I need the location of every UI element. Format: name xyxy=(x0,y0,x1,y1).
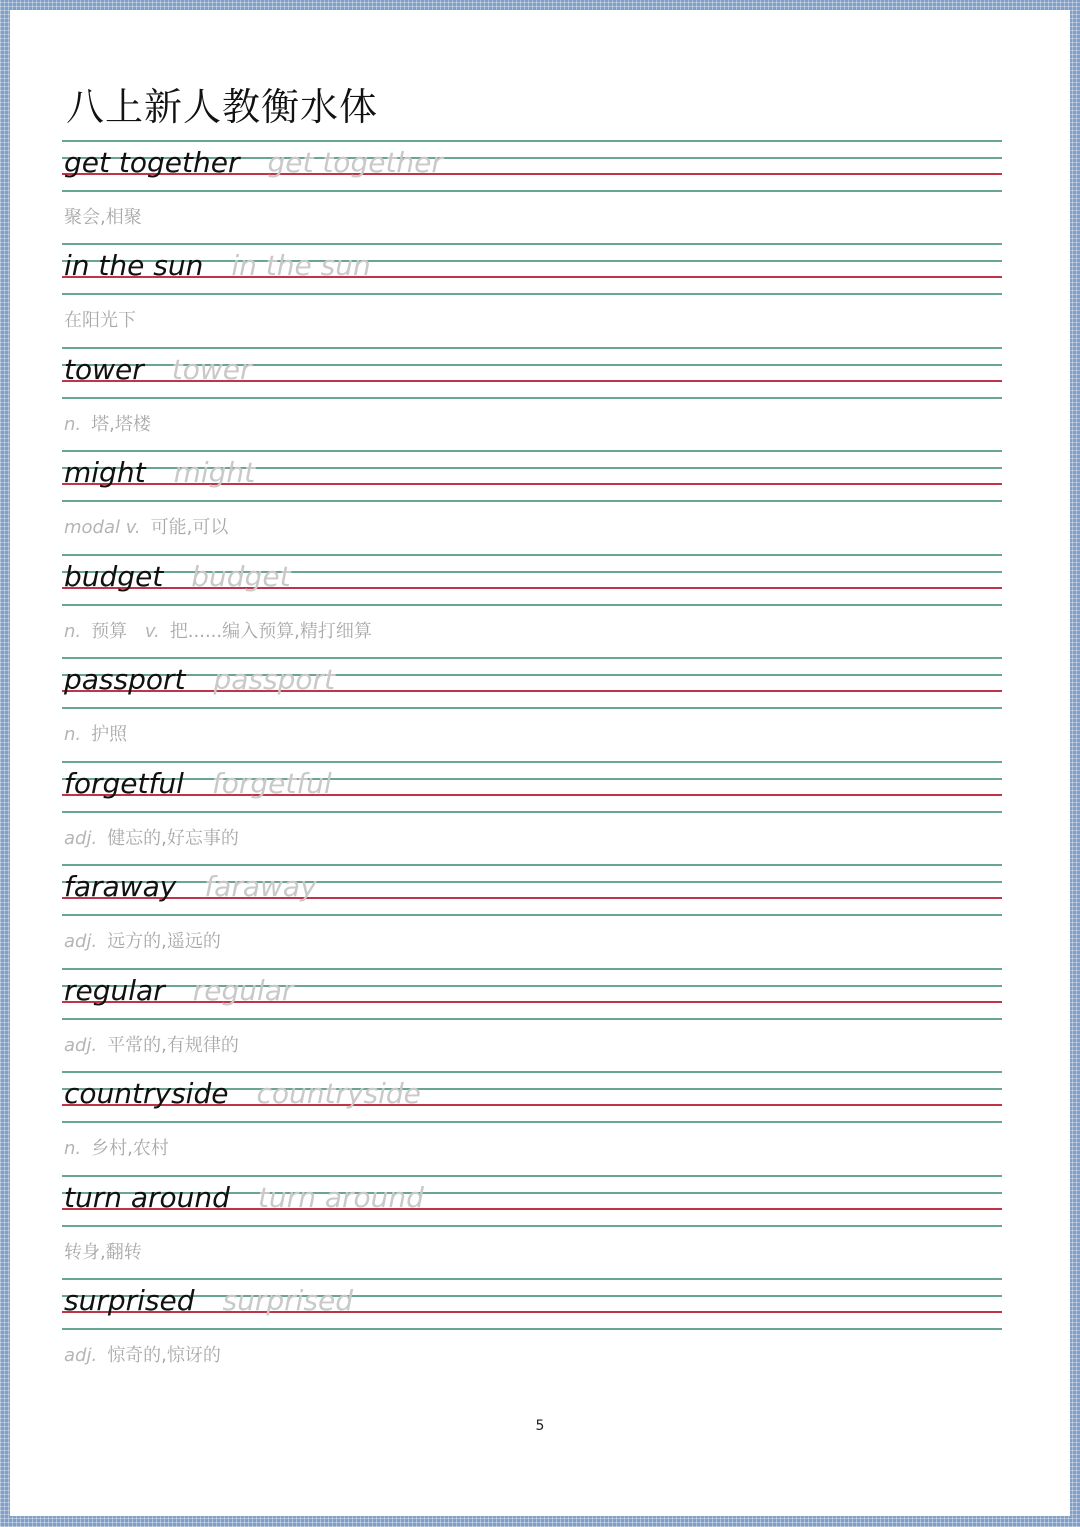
word-meaning xyxy=(64,1137,169,1161)
meaning-text: 转身,翻转 xyxy=(64,1242,142,1263)
part-of-speech: adj. xyxy=(64,1035,98,1056)
vocab-word: tower xyxy=(64,353,144,386)
vocab-word: budget xyxy=(64,560,164,593)
word-meaning xyxy=(64,1034,239,1058)
meaning-text: 惊奇的,惊讶的 xyxy=(107,1345,221,1366)
guide-line xyxy=(62,190,1002,192)
page-title: 八上新人教衡水体 xyxy=(66,85,379,129)
guide-line xyxy=(62,554,1002,556)
meaning-text: 平常的,有规律的 xyxy=(107,1035,239,1056)
part-of-speech: adj. xyxy=(64,931,98,952)
vocab-word: turn around xyxy=(64,1181,230,1214)
word-row xyxy=(64,870,317,904)
guide-line xyxy=(62,1278,1002,1280)
trace-word: get together xyxy=(267,146,443,179)
guide-line xyxy=(62,1225,1002,1227)
meaning-text: 把......编入预算,精打细算 xyxy=(169,621,372,642)
word-row xyxy=(64,560,291,594)
guide-line xyxy=(62,1071,1002,1073)
worksheet-page xyxy=(10,10,1070,1516)
word-row xyxy=(64,1181,424,1215)
meaning-text: 乡村,农村 xyxy=(91,1138,169,1159)
meaning-text: 远方的,遥远的 xyxy=(107,931,221,952)
trace-word: turn around xyxy=(257,1181,424,1214)
vocab-entry xyxy=(62,864,1002,967)
vocab-entry xyxy=(62,554,1002,657)
meaning-text: 护照 xyxy=(91,724,128,745)
word-meaning xyxy=(64,516,228,540)
part-of-speech: n. xyxy=(64,414,82,435)
meaning-text: 在阳光下 xyxy=(64,310,136,331)
trace-word: countryside xyxy=(256,1077,421,1110)
vocab-entry xyxy=(62,347,1002,450)
word-meaning xyxy=(64,1241,142,1265)
meaning-text: 预算 xyxy=(91,621,128,642)
word-row xyxy=(64,1284,353,1318)
part-of-speech: n. xyxy=(64,621,82,642)
trace-word: might xyxy=(173,456,256,489)
guide-line xyxy=(62,914,1002,916)
vocab-word: get together xyxy=(64,146,240,179)
word-meaning xyxy=(64,930,221,954)
vocab-entry xyxy=(62,243,1002,346)
trace-word: passport xyxy=(213,663,336,696)
guide-line xyxy=(62,450,1002,452)
trace-word: budget xyxy=(191,560,291,593)
guide-line xyxy=(62,707,1002,709)
word-row xyxy=(64,353,252,387)
guide-line xyxy=(62,347,1002,349)
part-of-speech: n. xyxy=(64,724,82,745)
word-row xyxy=(64,249,371,283)
part-of-speech: adj. xyxy=(64,1345,98,1366)
trace-word: tower xyxy=(171,353,252,386)
guide-line xyxy=(62,811,1002,813)
trace-word: forgetful xyxy=(211,767,332,800)
guide-line xyxy=(62,864,1002,866)
guide-line xyxy=(62,140,1002,142)
guide-line xyxy=(62,397,1002,399)
meaning-text: 聚会,相聚 xyxy=(64,207,142,228)
trace-word: in the sun xyxy=(231,249,371,282)
word-meaning xyxy=(64,309,136,333)
guide-line xyxy=(62,1328,1002,1330)
word-row xyxy=(64,1077,421,1111)
trace-word: regular xyxy=(192,974,294,1007)
vocab-word: forgetful xyxy=(64,767,184,800)
word-row xyxy=(64,456,255,490)
word-row xyxy=(64,974,293,1008)
vocab-entry xyxy=(62,1175,1002,1278)
vocab-word: countryside xyxy=(64,1077,229,1110)
vocab-entry xyxy=(62,1071,1002,1174)
guide-line xyxy=(62,1175,1002,1177)
vocab-word: faraway xyxy=(64,870,177,903)
word-meaning xyxy=(64,413,151,437)
vocab-entry xyxy=(62,1278,1002,1381)
vocab-entry xyxy=(62,761,1002,864)
guide-line xyxy=(62,657,1002,659)
meaning-text: 可能,可以 xyxy=(150,517,229,538)
guide-line xyxy=(62,1018,1002,1020)
word-row xyxy=(64,767,332,801)
guide-line xyxy=(62,604,1002,606)
word-row xyxy=(64,146,443,180)
vocab-entry xyxy=(62,657,1002,760)
word-meaning xyxy=(64,620,372,644)
word-meaning xyxy=(64,206,142,230)
vocab-entry xyxy=(62,450,1002,553)
vocab-entry xyxy=(62,968,1002,1071)
word-meaning xyxy=(64,723,127,747)
vocab-word: passport xyxy=(64,663,186,696)
vocab-word: might xyxy=(64,456,146,489)
trace-word: surprised xyxy=(222,1284,353,1317)
guide-line xyxy=(62,293,1002,295)
trace-word: faraway xyxy=(204,870,317,903)
word-meaning xyxy=(64,827,239,851)
part-of-speech: v. xyxy=(144,621,160,642)
guide-line xyxy=(62,761,1002,763)
vocab-word: in the sun xyxy=(64,249,204,282)
part-of-speech: modal v. xyxy=(64,517,141,538)
word-meaning xyxy=(64,1344,221,1368)
part-of-speech: adj. xyxy=(64,828,98,849)
vocab-entry xyxy=(62,140,1002,243)
guide-line xyxy=(62,968,1002,970)
word-row xyxy=(64,663,335,697)
guide-line xyxy=(62,243,1002,245)
part-of-speech: n. xyxy=(64,1138,82,1159)
vocab-word: regular xyxy=(64,974,165,1007)
guide-line xyxy=(62,1121,1002,1123)
meaning-text: 塔,塔楼 xyxy=(91,414,151,435)
guide-line xyxy=(62,500,1002,502)
page-number: 5 xyxy=(535,1418,545,1434)
meaning-text: 健忘的,好忘事的 xyxy=(107,828,239,849)
vocab-word: surprised xyxy=(64,1284,195,1317)
